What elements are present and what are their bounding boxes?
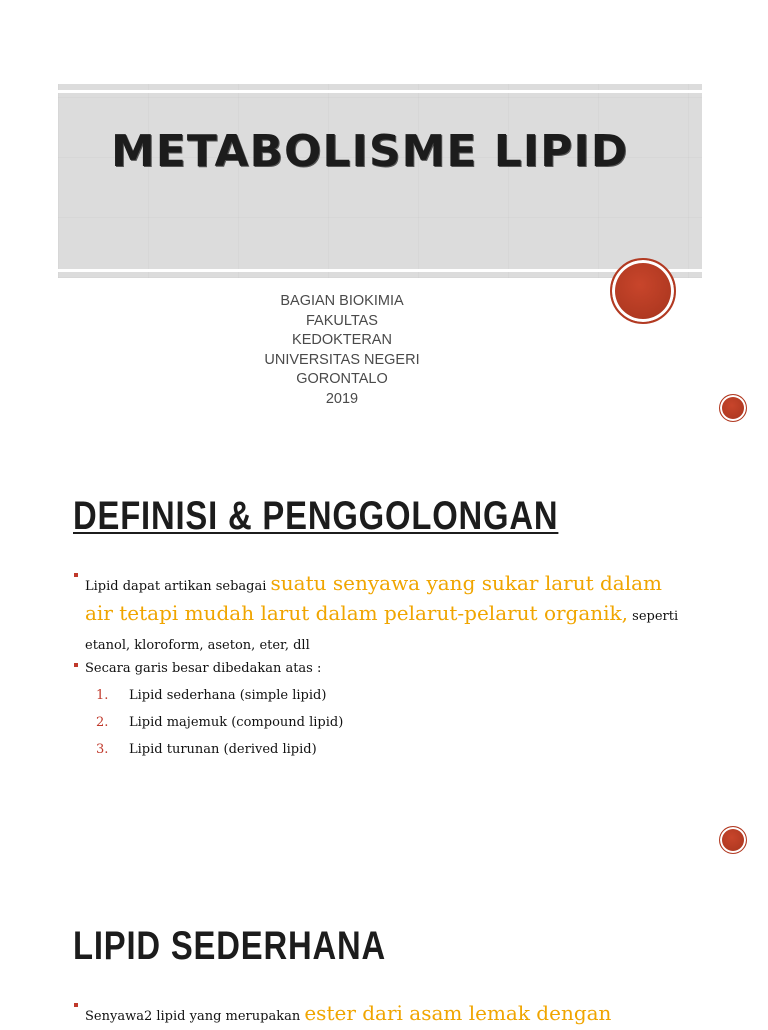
bullet-marker-icon — [74, 1003, 78, 1007]
list-item — [96, 688, 326, 703]
bullet-text: Senyawa2 lipid yang merupakan — [85, 1009, 305, 1024]
bullet-marker-icon — [74, 663, 78, 667]
bullet-text: seperti etanol, kloroform, aseton, eter, dll — [85, 609, 679, 653]
bullet-text: Lipid dapat artikan sebagai — [85, 579, 271, 594]
title-slide — [0, 0, 768, 430]
list-item-text: Lipid turunan (derived lipid) — [129, 742, 317, 757]
highlight-text: suatu senyawa yang sukar larut dalam air tetapi mudah larut dalam pelarut-pelarut organik, — [85, 571, 662, 625]
bullet-definition — [85, 570, 695, 659]
band-line-bottom — [58, 269, 702, 272]
decorative-circle-icon — [610, 258, 676, 324]
list-number: 2. — [96, 715, 109, 730]
section-title-lipid-sederhana: LIPID SEDERHANA — [73, 924, 386, 968]
list-number: 1. — [96, 688, 109, 703]
subtitle-line: 2019 — [325, 390, 359, 407]
list-item-text: Lipid majemuk (compound lipid) — [129, 715, 344, 730]
list-item — [96, 742, 317, 757]
slide-subtitle — [242, 292, 442, 410]
bullet-classification — [85, 660, 685, 678]
list-number: 3. — [96, 742, 109, 757]
highlight-text: ester dari asam lemak dengan — [304, 1001, 612, 1025]
title-band — [58, 84, 702, 278]
list-item-text: Lipid sederhana (simple lipid) — [129, 688, 327, 703]
subtitle-line: UNIVERSITAS NEGERI — [264, 351, 420, 368]
bullet-marker-icon — [74, 573, 78, 577]
list-item — [96, 715, 343, 730]
subtitle-line: BAGIAN BIOKIMIA — [280, 293, 404, 309]
decorative-circle-icon — [719, 394, 747, 422]
subtitle-line: GORONTALO — [296, 371, 388, 388]
bullet-lipid-sederhana — [85, 1000, 725, 1030]
slide-title: METABOLISME LIPID — [111, 126, 629, 177]
section-title-definisi: DEFINISI & PENGGOLONGAN — [73, 494, 559, 538]
band-line-top — [58, 90, 702, 93]
bullet-text: Secara garis besar dibedakan atas : — [85, 661, 322, 676]
decorative-circle-icon — [719, 826, 747, 854]
subtitle-line: FAKULTAS — [306, 312, 378, 329]
subtitle-line: KEDOKTERAN — [292, 332, 392, 349]
